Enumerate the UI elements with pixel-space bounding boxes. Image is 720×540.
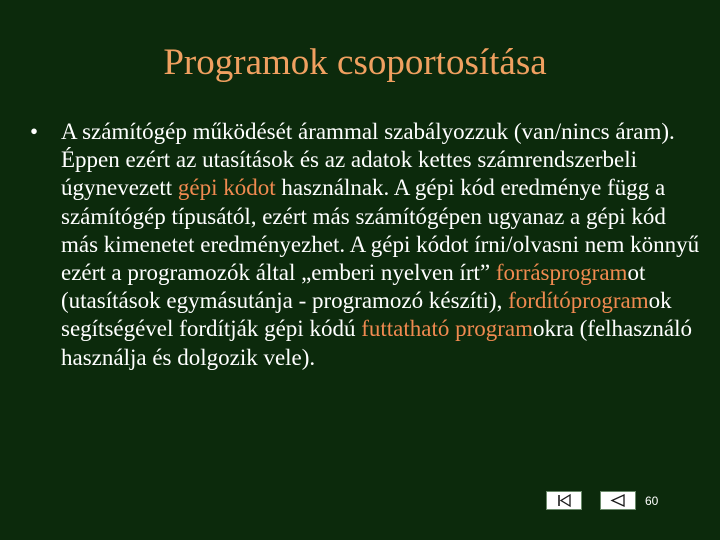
text-segment: A számítógép működését árammal szabályozzuk (van/nincs áram). Éppen ezért az utasítások és az adatok kettes számrendszerbeli úgynevezett [61,119,675,201]
bullet-item [30,118,702,372]
previous-triangle-icon [601,492,635,509]
first-slide-button[interactable] [546,491,582,510]
skip-to-start-icon [547,492,581,509]
term-gepi-kod: gépi kódot [177,175,276,201]
text-segment: ok segítségével fordítják gépi kódú [61,288,672,342]
slide-title: Programok csoportosítása [163,42,547,83]
term-futtathato-program: futtatható program [361,316,534,342]
bullet-marker: • [30,119,39,144]
previous-slide-button[interactable] [600,491,636,510]
text-segment: ot (utasítások egymásutánja - programozó készíti), [61,260,646,314]
bullet-text [61,118,702,372]
page-number: 60 [645,494,659,508]
term-forrasprogram: forrásprogram [495,260,628,286]
term-forditoprogram: fordítóprogram [508,288,649,314]
text-segment: okra (felhasználó használja és dolgozik vele). [61,316,693,370]
text-segment: használnak. A gépi kód eredménye függ a számítógép típusától, ezért más számítógépen ugyanaz a gépi kód más kimenetet eredményezhet. A gépi kódot írni/olvasni nem könnyű ezért a programozók által „emberi nyelven írt” [61,175,700,286]
